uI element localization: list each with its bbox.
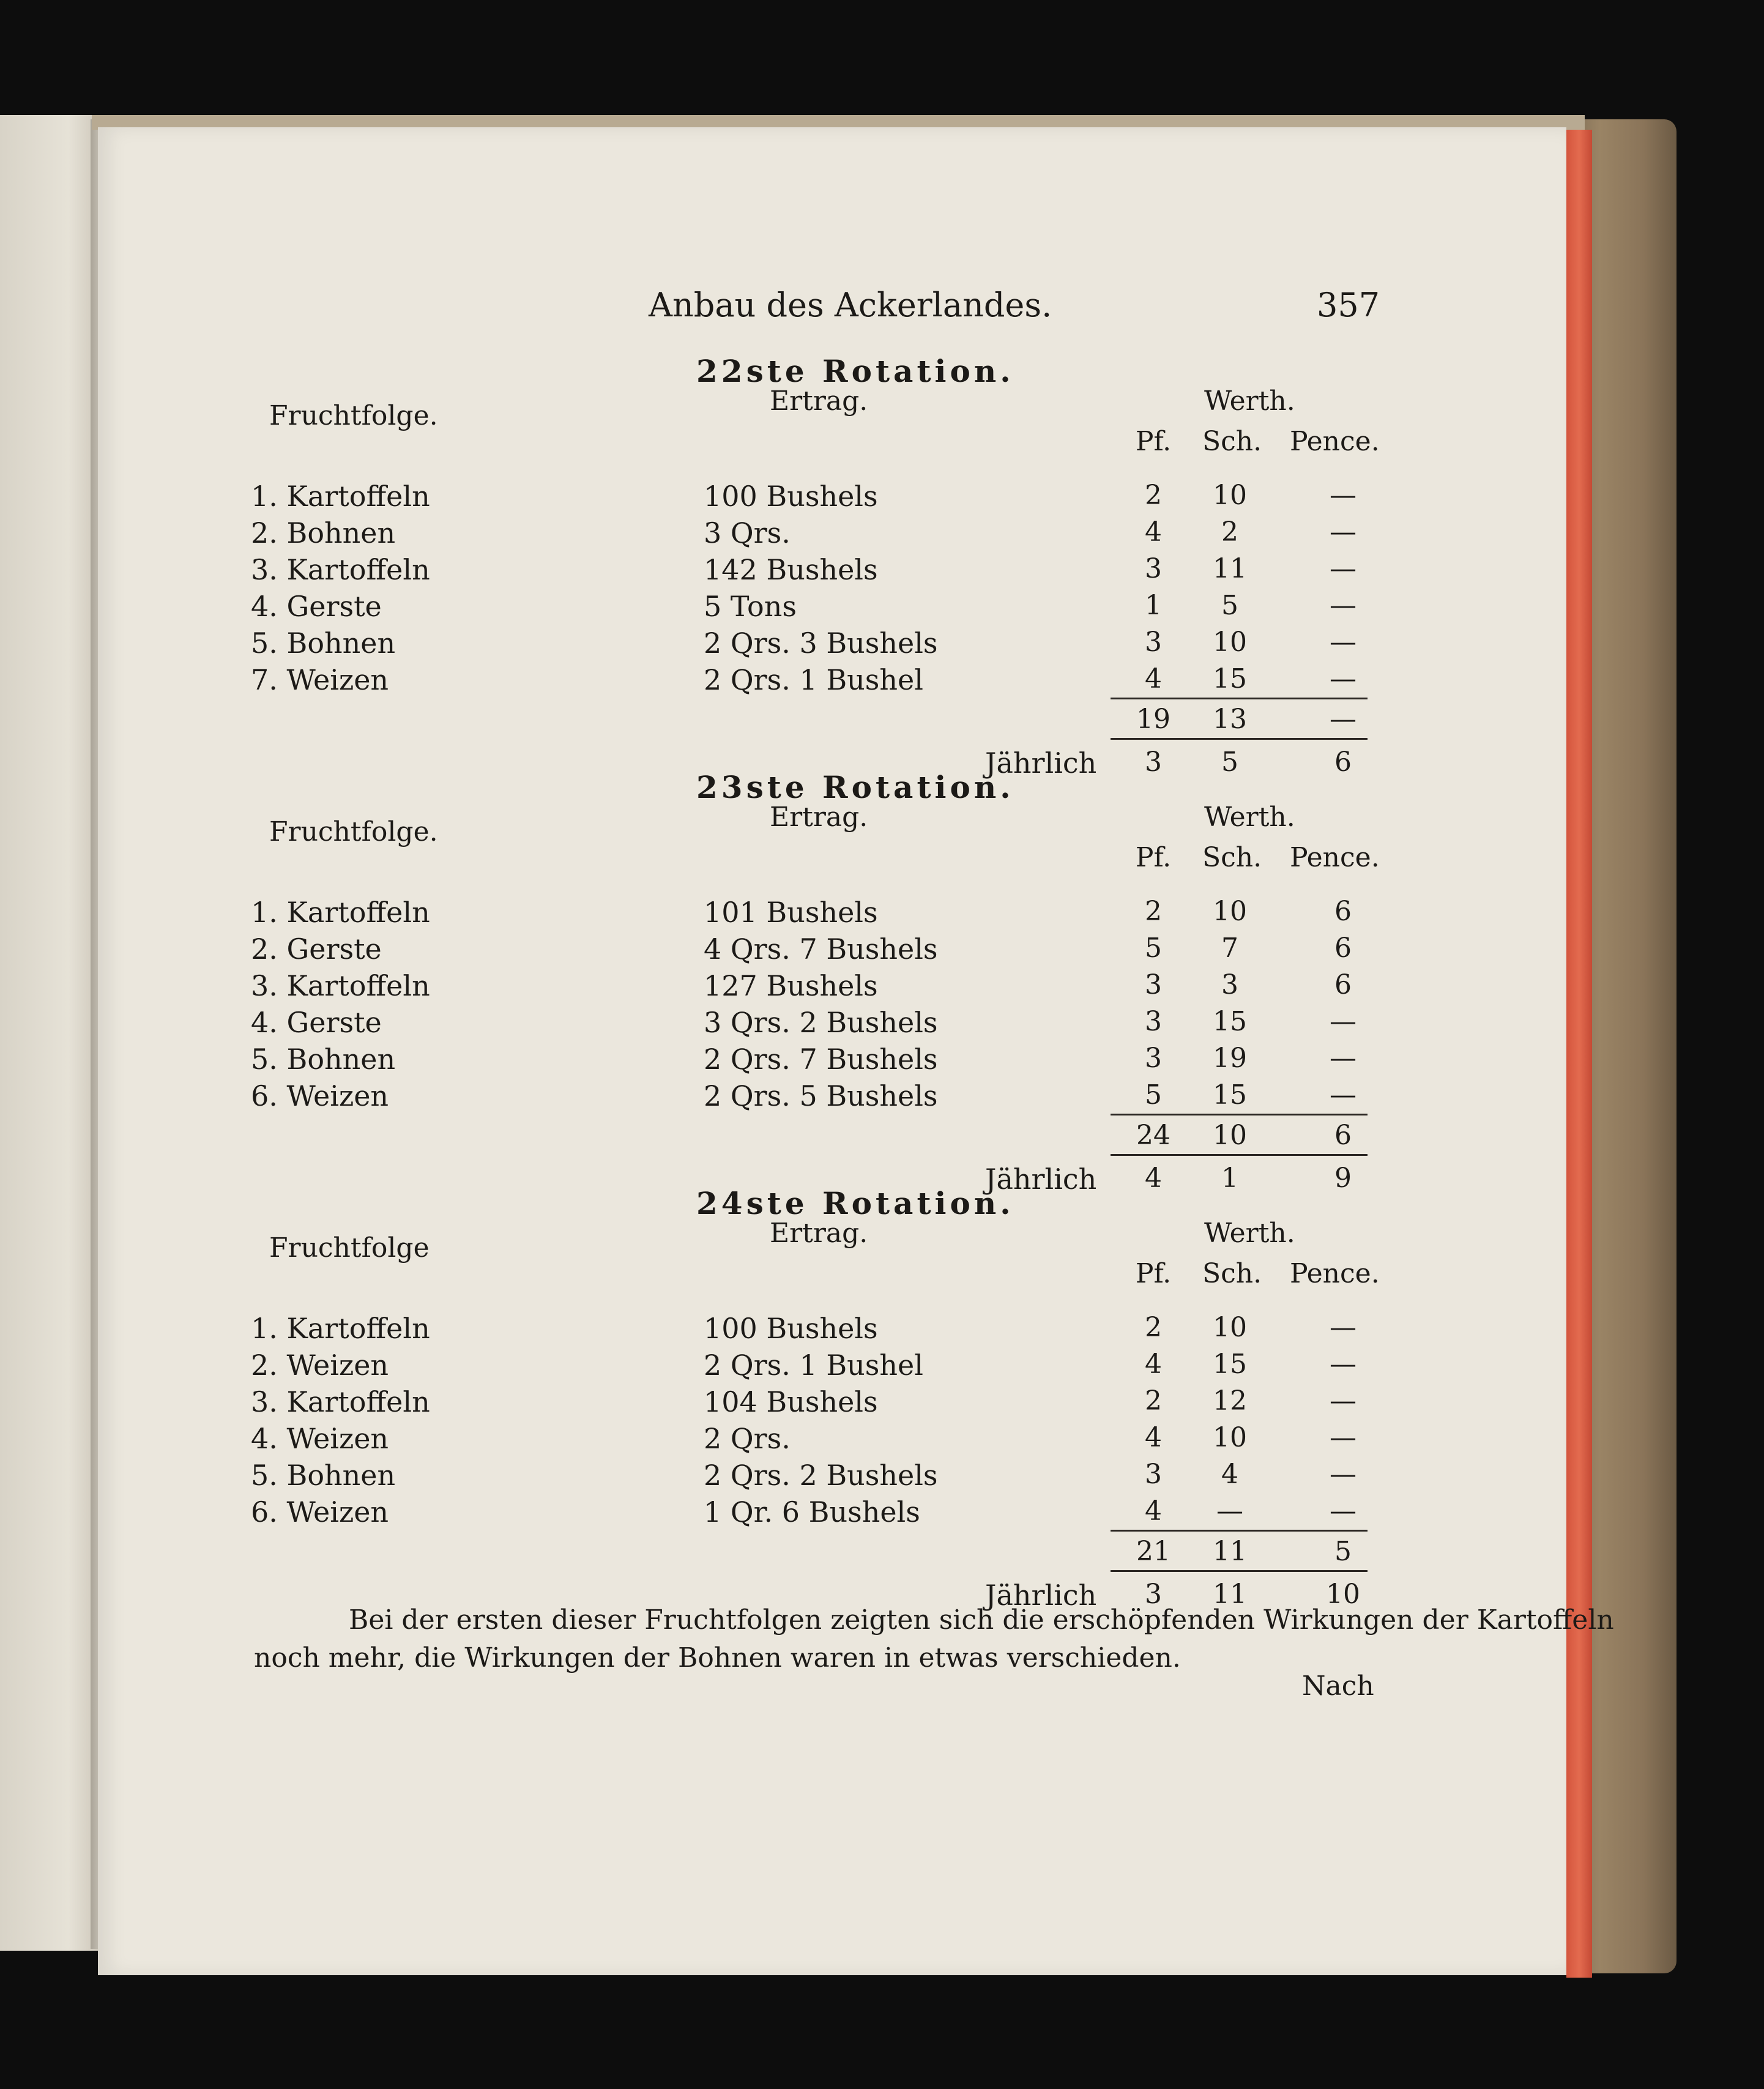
pf-cell: 4 — [1145, 1349, 1162, 1380]
annual-sch: 11 — [1213, 1579, 1247, 1610]
pf-cell: 3 — [1145, 1459, 1162, 1490]
pence-cell: — — [1330, 1079, 1356, 1111]
red-page-edge — [1566, 130, 1592, 1978]
pf-cell: 3 — [1145, 1006, 1162, 1037]
yield-cell: 2 Qrs. 7 Bushels — [704, 1043, 938, 1076]
pence-cell: — — [1330, 1459, 1356, 1490]
rotation-title: 24ste Rotation. — [696, 1185, 1014, 1221]
pence-cell: — — [1330, 480, 1356, 511]
page-number: 357 — [1317, 286, 1380, 324]
crop-cell: 1. Kartoffeln — [251, 1312, 430, 1345]
crop-cell: 1. Kartoffeln — [251, 480, 430, 513]
crop-cell: 1. Kartoffeln — [251, 896, 430, 929]
pence-cell: — — [1330, 663, 1356, 694]
left-page-edge — [0, 115, 98, 1951]
sch-cell: 10 — [1213, 480, 1247, 511]
unit-pence: Pence. — [1290, 842, 1380, 873]
sch-cell: 4 — [1221, 1459, 1238, 1490]
sch-cell: 19 — [1213, 1043, 1247, 1074]
col-fruchtfolge-header: Fruchtfolge. — [269, 400, 438, 431]
yield-cell: 5 Tons — [704, 590, 797, 623]
col-werth-header: Werth. — [1204, 802, 1295, 833]
yield-cell: 104 Bushels — [704, 1385, 878, 1418]
pence-cell: 6 — [1334, 969, 1352, 1000]
crop-cell: 4. Weizen — [251, 1422, 389, 1455]
crop-cell: 4. Gerste — [251, 590, 382, 623]
total-pf: 24 — [1136, 1120, 1170, 1151]
annual-pence: 9 — [1334, 1163, 1352, 1194]
pf-cell: 2 — [1145, 1312, 1162, 1343]
running-title: Anbau des Ackerlandes. — [649, 286, 1052, 324]
crop-cell: 2. Gerste — [251, 933, 382, 966]
yield-cell: 101 Bushels — [704, 896, 878, 929]
sch-cell: 11 — [1213, 553, 1247, 584]
sch-cell: 10 — [1213, 627, 1247, 658]
crop-cell: 5. Bohnen — [251, 627, 396, 660]
pence-cell: — — [1330, 516, 1356, 548]
annual-pf: 3 — [1145, 747, 1162, 778]
total-pence: 6 — [1334, 1120, 1352, 1151]
pf-cell: 3 — [1145, 553, 1162, 584]
annual-label: Jährlich — [985, 1579, 1097, 1612]
col-ertrag-header: Ertrag. — [770, 802, 868, 833]
pence-cell: — — [1330, 1006, 1356, 1037]
sch-cell: 3 — [1221, 969, 1238, 1000]
pence-cell: — — [1330, 1043, 1356, 1074]
col-ertrag-header: Ertrag. — [770, 1218, 868, 1249]
annual-sch: 5 — [1221, 747, 1238, 778]
crop-cell: 2. Weizen — [251, 1349, 389, 1382]
pf-cell: 1 — [1145, 590, 1162, 621]
total-rule — [1111, 738, 1368, 740]
total-sch: 13 — [1213, 704, 1247, 735]
unit-pf: Pf. — [1135, 842, 1172, 873]
pf-cell: 3 — [1145, 627, 1162, 658]
rotation-title: 22ste Rotation. — [696, 353, 1014, 389]
total-pf: 19 — [1136, 704, 1170, 735]
pf-cell: 3 — [1145, 969, 1162, 1000]
yield-cell: 100 Bushels — [704, 480, 878, 513]
yield-cell: 2 Qrs. — [704, 1422, 791, 1455]
yield-cell: 3 Qrs. 2 Bushels — [704, 1006, 938, 1039]
col-ertrag-header: Ertrag. — [770, 385, 868, 417]
sch-cell: 10 — [1213, 1312, 1247, 1343]
pf-cell: 4 — [1145, 516, 1162, 548]
col-fruchtfolge-header: Fruchtfolge — [269, 1232, 430, 1264]
crop-cell: 6. Weizen — [251, 1495, 389, 1529]
unit-sch: Sch. — [1202, 1258, 1262, 1289]
yield-cell: 1 Qr. 6 Bushels — [704, 1495, 920, 1529]
paragraph-line-2: noch mehr, die Wirkungen der Bohnen waren in etwas verschieden. — [254, 1642, 1181, 1674]
sch-cell: 10 — [1213, 1422, 1247, 1453]
pence-cell: — — [1330, 627, 1356, 658]
yield-cell: 4 Qrs. 7 Bushels — [704, 933, 938, 966]
col-werth-header: Werth. — [1204, 385, 1295, 417]
sum-rule — [1111, 1530, 1368, 1532]
unit-pence: Pence. — [1290, 426, 1380, 457]
yield-cell: 2 Qrs. 1 Bushel — [704, 663, 923, 696]
annual-pf: 4 — [1145, 1163, 1162, 1194]
yield-cell: 100 Bushels — [704, 1312, 878, 1345]
total-sch: 11 — [1213, 1536, 1247, 1567]
sch-cell: 5 — [1221, 590, 1238, 621]
pf-cell: 3 — [1145, 1043, 1162, 1074]
total-rule — [1111, 1154, 1368, 1156]
crop-cell: 5. Bohnen — [251, 1043, 396, 1076]
annual-pence: 10 — [1326, 1579, 1360, 1610]
sch-cell: 15 — [1213, 1349, 1247, 1380]
yield-cell: 142 Bushels — [704, 553, 878, 586]
total-pence: — — [1330, 704, 1356, 735]
unit-sch: Sch. — [1202, 842, 1262, 873]
total-pf: 21 — [1136, 1536, 1170, 1567]
yield-cell: 2 Qrs. 2 Bushels — [704, 1459, 938, 1492]
crop-cell: 3. Kartoffeln — [251, 969, 430, 1002]
crop-cell: 3. Kartoffeln — [251, 1385, 430, 1418]
sch-cell: 15 — [1213, 1006, 1247, 1037]
annual-label: Jährlich — [985, 747, 1097, 780]
crop-cell: 7. Weizen — [251, 663, 389, 696]
yield-cell: 2 Qrs. 3 Bushels — [704, 627, 938, 660]
pf-cell: 5 — [1145, 933, 1162, 964]
total-sch: 10 — [1213, 1120, 1247, 1151]
yield-cell: 127 Bushels — [704, 969, 878, 1002]
pf-cell: 4 — [1145, 1495, 1162, 1527]
pence-cell: — — [1330, 1422, 1356, 1453]
col-fruchtfolge-header: Fruchtfolge. — [269, 816, 438, 847]
pence-cell: 6 — [1334, 933, 1352, 964]
pf-cell: 5 — [1145, 1079, 1162, 1111]
sch-cell: 15 — [1213, 663, 1247, 694]
sch-cell: 12 — [1213, 1385, 1247, 1417]
yield-cell: 2 Qrs. 1 Bushel — [704, 1349, 923, 1382]
pf-cell: 2 — [1145, 1385, 1162, 1417]
sch-cell: — — [1216, 1495, 1243, 1527]
sch-cell: 10 — [1213, 896, 1247, 927]
sch-cell: 2 — [1221, 516, 1238, 548]
pence-cell: — — [1330, 1385, 1356, 1417]
pence-cell: 6 — [1334, 896, 1352, 927]
annual-sch: 1 — [1221, 1163, 1238, 1194]
pence-cell: — — [1330, 590, 1356, 621]
catchword: Nach — [1302, 1670, 1374, 1702]
crop-cell: 3. Kartoffeln — [251, 553, 430, 586]
sum-rule — [1111, 1114, 1368, 1115]
pence-cell: — — [1330, 553, 1356, 584]
sum-rule — [1111, 698, 1368, 699]
pence-cell: — — [1330, 1312, 1356, 1343]
annual-pence: 6 — [1334, 747, 1352, 778]
rotation-title: 23ste Rotation. — [696, 769, 1014, 805]
pence-cell: — — [1330, 1495, 1356, 1527]
total-pence: 5 — [1334, 1536, 1352, 1567]
crop-cell: 5. Bohnen — [251, 1459, 396, 1492]
sch-cell: 15 — [1213, 1079, 1247, 1111]
unit-pf: Pf. — [1135, 1258, 1172, 1289]
total-rule — [1111, 1570, 1368, 1572]
annual-pf: 3 — [1145, 1579, 1162, 1610]
sch-cell: 7 — [1221, 933, 1238, 964]
crop-cell: 6. Weizen — [251, 1079, 389, 1112]
annual-label: Jährlich — [985, 1163, 1097, 1196]
paragraph-line-1: Bei der ersten dieser Fruchtfolgen zeigten sich die erschöpfenden Wirkungen der Kartoffeln — [349, 1604, 1614, 1636]
yield-cell: 3 Qrs. — [704, 516, 791, 549]
unit-pence: Pence. — [1290, 1258, 1380, 1289]
unit-pf: Pf. — [1135, 426, 1172, 457]
crop-cell: 2. Bohnen — [251, 516, 396, 549]
crop-cell: 4. Gerste — [251, 1006, 382, 1039]
col-werth-header: Werth. — [1204, 1218, 1295, 1249]
unit-sch: Sch. — [1202, 426, 1262, 457]
pence-cell: — — [1330, 1349, 1356, 1380]
pf-cell: 4 — [1145, 1422, 1162, 1453]
yield-cell: 2 Qrs. 5 Bushels — [704, 1079, 938, 1112]
pf-cell: 4 — [1145, 663, 1162, 694]
pf-cell: 2 — [1145, 896, 1162, 927]
pf-cell: 2 — [1145, 480, 1162, 511]
